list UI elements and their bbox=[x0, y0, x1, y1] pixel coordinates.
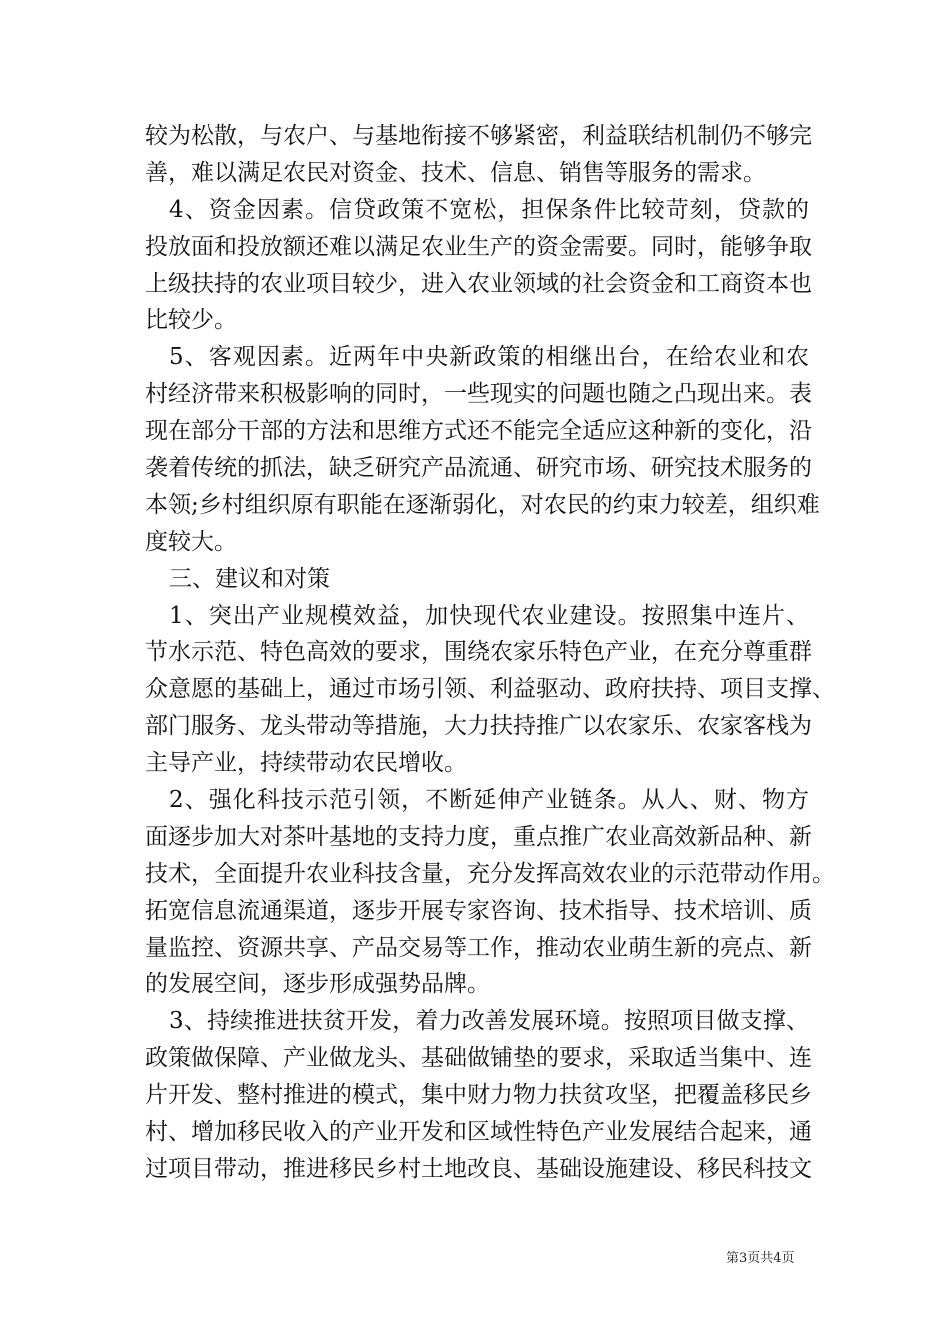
paragraph bbox=[145, 118, 812, 192]
paragraph bbox=[145, 782, 835, 1003]
text-line: 度较大。 bbox=[145, 528, 237, 555]
text-line: 2、强化科技示范引领，不断延伸产业链条。从人、财、物方 bbox=[169, 787, 809, 814]
text-line: 袭着传统的抓法，缺乏研究产品流通、研究市场、研究技术服务的 bbox=[145, 455, 812, 482]
text-line: 现在部分干部的方法和思维方式还不能完全适应这种新的变化，沿 bbox=[145, 418, 812, 445]
text-line: 众意愿的基础上，通过市场引领、利益驱动、政府扶持、项目支撑、 bbox=[145, 676, 835, 703]
text-line: 技术，全面提升农业科技含量，充分发挥高效农业的示范带动作用。 bbox=[145, 860, 835, 887]
text-line: 投放面和投放额还难以满足农业生产的资金需要。同时，能够争取 bbox=[145, 233, 812, 260]
text-line: 主导产业，持续带动农民增收。 bbox=[145, 750, 467, 777]
text-line: 1、突出产业规模效益，加快现代农业建设。按照集中连片、 bbox=[169, 602, 809, 629]
text-line: 村、增加移民收入的产业开发和区域性特色产业发展结合起来，通 bbox=[145, 1119, 812, 1146]
paragraph bbox=[145, 339, 820, 560]
text-line: 比较少。 bbox=[145, 307, 237, 334]
text-line: 节水示范、特色高效的要求，围绕农家乐特色产业，在充分尊重群 bbox=[145, 639, 812, 666]
text-line: 善，难以满足农民对资金、技术、信息、销售等服务的需求。 bbox=[145, 159, 766, 186]
text-line: 三、建议和对策 bbox=[169, 565, 330, 592]
text-line: 的发展空间，逐步形成强势品牌。 bbox=[145, 971, 490, 998]
text-line: 部门服务、龙头带动等措施，大力扶持推广以农家乐、农家客栈为 bbox=[145, 713, 812, 740]
text-line: 村经济带来积极影响的同时，一些现实的问题也随之凸现出来。表 bbox=[145, 381, 812, 408]
document-body bbox=[145, 118, 835, 1188]
text-line: 量监控、资源共享、产品交易等工作，推动农业萌生新的亮点、新 bbox=[145, 934, 812, 961]
text-line: 拓宽信息流通渠道，逐步开展专家咨询、技术指导、技术培训、质 bbox=[145, 897, 812, 924]
text-line: 本领;乡村组织原有职能在逐渐弱化，对农民的约束力较差，组织难 bbox=[145, 491, 820, 518]
text-line: 5、客观因素。近两年中央新政策的相继出台，在给农业和农 bbox=[169, 344, 809, 371]
text-line: 3、持续推进扶贫开发，着力改善发展环境。按照项目做支撑、 bbox=[169, 1008, 809, 1035]
text-line: 面逐步加大对茶叶基地的支持力度，重点推广农业高效新品种、新 bbox=[145, 823, 812, 850]
text-line: 4、资金因素。信贷政策不宽松，担保条件比较苛刻，贷款的 bbox=[169, 196, 809, 223]
paragraph bbox=[145, 192, 812, 340]
text-line: 上级扶持的农业项目较少，进入农业领域的社会资金和工商资本也 bbox=[145, 270, 812, 297]
text-line: 片开发、整村推进的模式，集中财力物力扶贫攻坚，把覆盖移民乡 bbox=[145, 1082, 812, 1109]
text-line: 过项目带动，推进移民乡村土地改良、基础设施建设、移民科技文 bbox=[145, 1155, 812, 1182]
text-line: 较为松散，与农户、与基地衔接不够紧密，利益联结机制仍不够完 bbox=[145, 123, 812, 149]
text-line: 政策做保障、产业做龙头、基础做铺垫的要求，采取适当集中、连 bbox=[145, 1045, 812, 1072]
paragraph bbox=[145, 561, 809, 598]
paragraph bbox=[145, 598, 835, 782]
paragraph bbox=[145, 1003, 812, 1187]
page-number: 第3页共4页 bbox=[726, 1251, 795, 1266]
